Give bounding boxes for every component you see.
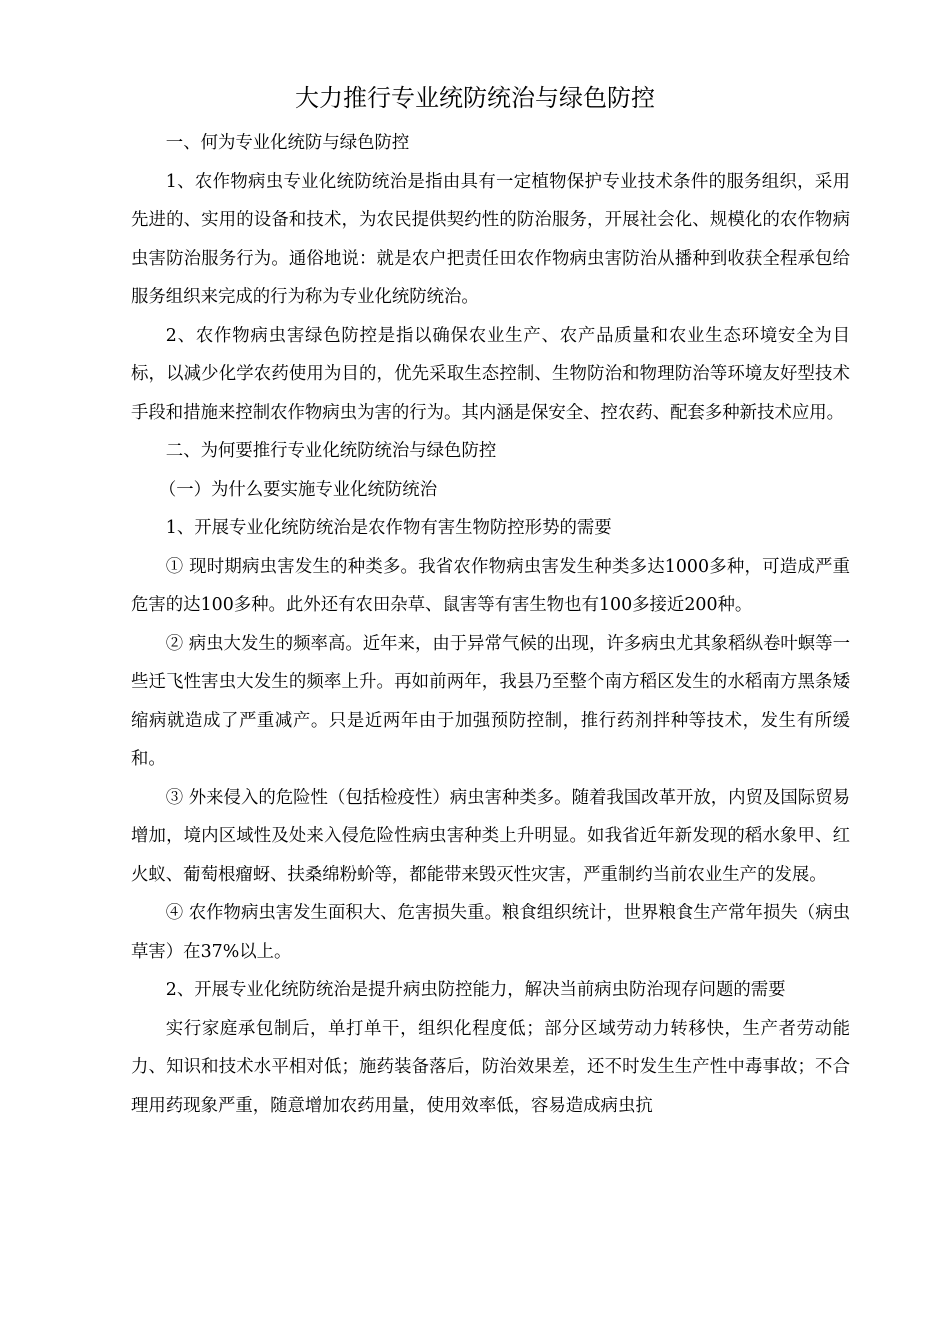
document-body [131,124,850,1125]
subsection-heading: 1、开展专业化统防统治是农作物有害生物防控形势的需要 [165,518,612,538]
subsection-heading: （一）为什么要实施专业化统防统治 [158,479,438,500]
paragraph: ④ 农作物病虫害发生面积大、危害损失重。粮食组织统计，世界粮食生产常年损失（病虫草害）在37%以上。 [131,903,850,962]
paragraph: ① 现时期病虫害发生的种类多。我省农作物病虫害发生种类多达1000多种，可造成严重危害的达100多种。此外还有农田杂草、鼠害等有害生物也有100多接近200种。 [131,556,850,615]
paragraph: 实行家庭承包制后，单打单干，组织化程度低；部分区域劳动力转移快，生产者劳动能力、知识和技术水平相对低；施药装备落后，防治效果差，还不时发生生产性中毒事故；不合理用药现象严重，随意增加农药用量，使用效率低，容易造成病虫抗 [131,1018,850,1116]
document-title: 大力推行专业统防统治与绿色防控 [295,84,655,112]
section-heading: 一、何为专业化统防与绿色防控 [165,133,410,153]
section-heading: 二、为何要推行专业化统防统治与绿色防控 [165,441,497,461]
paragraph: ③ 外来侵入的危险性（包括检疫性）病虫害种类多。随着我国改革开放，内贸及国际贸易增加，境内区域性及处来入侵危险性病虫害种类上升明显。如我省近年新发现的稻水象甲、红火蚁、葡萄根瘤蚜、扶桑绵粉蚧等，都能带来毁灭性灾害，严重制约当前农业生产的发展。 [131,787,850,885]
paragraph: 2、农作物病虫害绿色防控是指以确保农业生产、农产品质量和农业生态环境安全为目标，以减少化学农药使用为目的，优先采取生态控制、生物防治和物理防治等环境友好型技术手段和措施来控制农作物病虫为害的行为。其内涵是保安全、控农药、配套多种新技术应用。 [131,325,850,423]
paragraph: 1、农作物病虫专业化统防统治是指由具有一定植物保护专业技术条件的服务组织，采用先进的、实用的设备和技术，为农民提供契约性的防治服务，开展社会化、规模化的农作物病虫害防治服务行为。通俗地说：就是农户把责任田农作物病虫害防治从播种到收获全程承包给服务组织来完成的行为称为专业化统防统治。 [131,171,850,307]
paragraph: ② 病虫大发生的频率高。近年来，由于异常气候的出现，许多病虫尤其象稻纵卷叶螟等一些迁飞性害虫大发生的频率上升。再如前两年，我县乃至整个南方稻区发生的水稻南方黑条矮缩病就造成了严重减产。只是近两年由于加强预防控制，推行药剂拌种等技术，发生有所缓和。 [131,633,850,769]
paragraph: 2、开展专业化统防统治是提升病虫防控能力，解决当前病虫防治现存问题的需要 [165,980,786,1000]
